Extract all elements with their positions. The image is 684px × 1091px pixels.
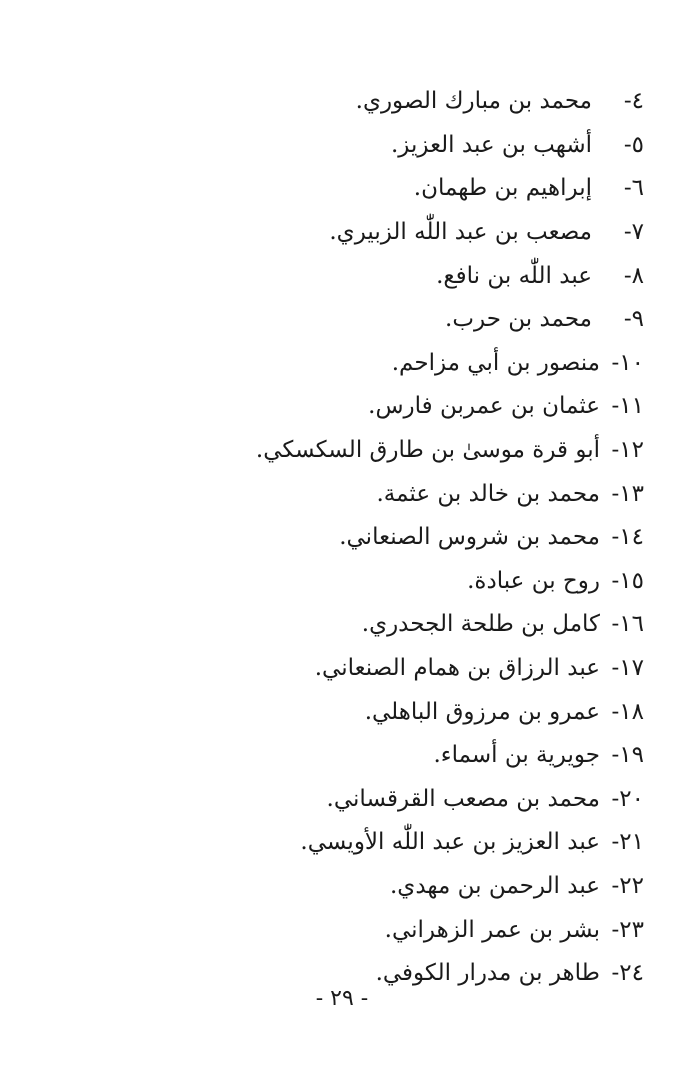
item-number: ٦- — [623, 175, 644, 202]
item-name: عبد الرحمن بن مهدي. — [390, 872, 600, 899]
list-item — [44, 167, 644, 211]
list-item — [44, 690, 644, 734]
list-item — [44, 211, 644, 255]
list-item — [44, 472, 644, 516]
item-name: بشر بن عمر الزهراني. — [384, 916, 600, 943]
item-name: محمد بن خالد بن عثمة. — [376, 480, 600, 507]
list-item — [44, 385, 644, 429]
item-number: ٤- — [623, 88, 644, 115]
item-number: ٢١- — [611, 829, 644, 856]
list-item — [44, 80, 644, 124]
item-name: عثمان بن عمربن فارس. — [368, 393, 600, 420]
item-number: ١١- — [611, 393, 644, 420]
item-number: ٢٣- — [611, 916, 644, 943]
item-number: ١٥- — [611, 567, 644, 594]
item-name: محمد بن مبارك الصوري. — [355, 88, 592, 115]
list-item — [44, 254, 644, 298]
list-item — [44, 908, 644, 952]
item-number: ١٨- — [611, 698, 644, 725]
item-number: ١٧- — [611, 655, 644, 682]
narrators-list — [44, 80, 644, 995]
item-name: جويرية بن أسماء. — [433, 742, 600, 769]
item-number: ٩- — [623, 306, 644, 333]
item-name: روح بن عبادة. — [467, 567, 600, 594]
item-number: ٥- — [623, 131, 644, 158]
page-number: - ٢٩ - — [315, 986, 369, 1011]
list-item — [44, 865, 644, 909]
item-number: ٢٤- — [611, 960, 644, 987]
item-name: عبد العزيز بن عبد اللّٰه الأويسي. — [300, 829, 600, 856]
item-number: ١٣- — [611, 480, 644, 507]
item-number: ٢٢- — [611, 872, 644, 899]
item-name: عمرو بن مرزوق الباهلي. — [364, 698, 600, 725]
list-item — [44, 560, 644, 604]
item-name: مصعب بن عبد اللّٰه الزبيري. — [329, 219, 592, 246]
item-number: ١٦- — [611, 611, 644, 638]
item-name: أشهب بن عبد العزيز. — [390, 131, 592, 158]
item-name: عبد اللّٰه بن نافع. — [436, 262, 592, 289]
list-item — [44, 778, 644, 822]
item-number: ٧- — [623, 219, 644, 246]
item-name: إبراهيم بن طهمان. — [413, 175, 592, 202]
item-number: ١٩- — [611, 742, 644, 769]
list-item — [44, 516, 644, 560]
item-name: محمد بن مصعب القرقساني. — [326, 785, 600, 812]
item-number: ٢٠- — [611, 785, 644, 812]
item-number: ١٠- — [611, 349, 644, 376]
item-name: طاهر بن مدرار الكوفي. — [375, 960, 600, 987]
list-item — [44, 298, 644, 342]
list-item — [44, 821, 644, 865]
item-name: عبد الرزاق بن همام الصنعاني. — [314, 655, 600, 682]
item-number: ١٢- — [611, 437, 644, 464]
list-item — [44, 603, 644, 647]
item-name: محمد بن شروس الصنعاني. — [339, 524, 600, 551]
item-name: منصور بن أبي مزاحم. — [391, 349, 600, 376]
list-item — [44, 124, 644, 168]
list-item — [44, 342, 644, 386]
item-name: محمد بن حرب. — [445, 306, 592, 333]
item-number: ٨- — [623, 262, 644, 289]
list-item — [44, 647, 644, 691]
item-name: أبو قرة موسىٰ بن طارق السكسكي. — [255, 437, 600, 464]
item-number: ١٤- — [611, 524, 644, 551]
list-item — [44, 429, 644, 473]
list-item — [44, 734, 644, 778]
item-name: كامل بن طلحة الجحدري. — [361, 611, 600, 638]
